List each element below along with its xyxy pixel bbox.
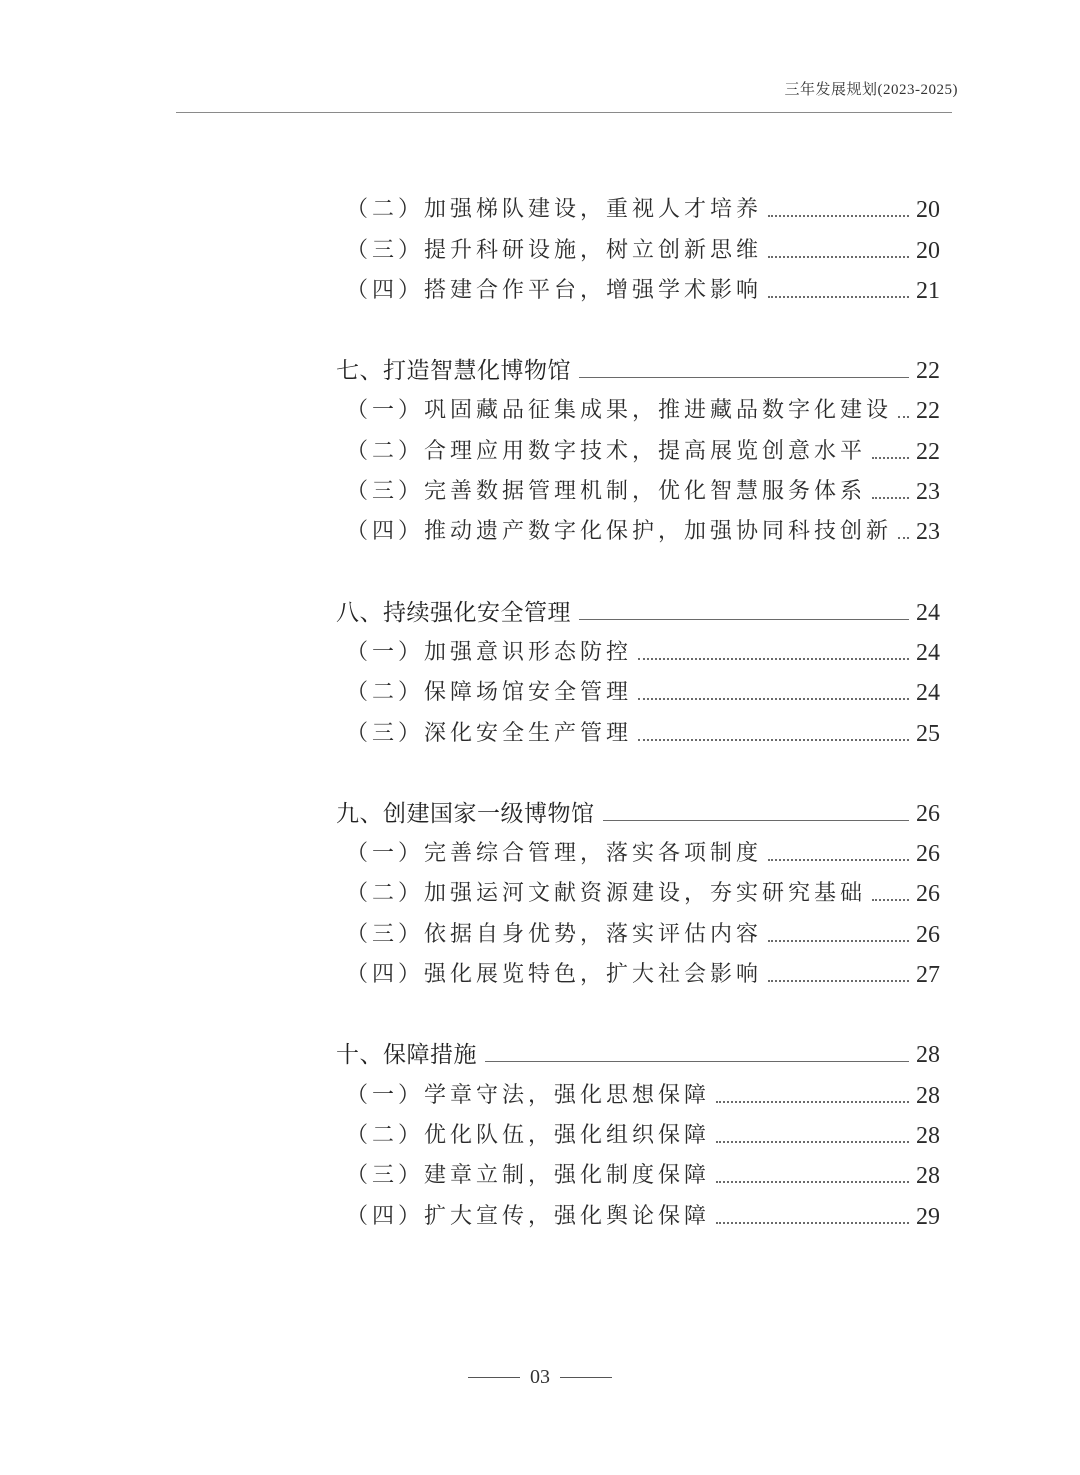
toc-leader — [638, 698, 909, 700]
toc-page-number: 26 — [916, 881, 940, 908]
toc-entry[interactable] — [336, 1196, 940, 1236]
toc-entry-label: （三）提升科研设施，树立创新思维 — [346, 237, 763, 263]
toc-leader — [768, 256, 909, 258]
toc-entry[interactable] — [336, 472, 940, 512]
footer-rule-right — [560, 1377, 612, 1378]
toc-entry[interactable] — [336, 391, 940, 431]
toc-entry-label: （二）加强运河文献资源建设，夯实研究基础 — [346, 881, 867, 907]
toc-entry[interactable] — [336, 271, 940, 311]
toc-heading[interactable] — [336, 1035, 940, 1075]
toc-entry-label: （一）完善综合管理，落实各项制度 — [346, 841, 763, 867]
toc-entry-label: （四）强化展览特色，扩大社会影响 — [346, 962, 763, 988]
toc-entry[interactable] — [336, 713, 940, 753]
toc-page-number: 28 — [916, 1082, 940, 1109]
toc-page-number: 22 — [916, 358, 940, 385]
toc-page-number: 28 — [916, 1163, 940, 1190]
toc-section — [336, 794, 940, 995]
toc-entry-label: （四）搭建合作平台，增强学术影响 — [346, 277, 763, 303]
toc-entry[interactable] — [336, 1116, 940, 1156]
toc-leader — [768, 940, 909, 942]
toc-page-number: 26 — [916, 800, 940, 827]
toc-leader — [638, 739, 909, 741]
toc-leader — [768, 215, 909, 217]
toc-page-number: 23 — [916, 519, 940, 546]
toc-heading-label: 七、打造智慧化博物馆 — [336, 358, 571, 385]
toc-entry[interactable] — [336, 230, 940, 270]
toc-leader — [579, 377, 909, 378]
toc-entry-label: （一）巩固藏品征集成果，推进藏品数字化建设 — [346, 398, 893, 424]
toc-entry-label: （三）深化安全生产管理 — [346, 720, 633, 746]
toc-leader — [872, 457, 909, 459]
toc-entry-label: （二）保障场馆安全管理 — [346, 680, 633, 706]
toc-leader — [872, 899, 909, 901]
toc-entry-label: （一）学章守法，强化思想保障 — [346, 1082, 711, 1108]
toc-leader — [898, 537, 909, 539]
toc-page-number: 25 — [916, 720, 940, 747]
toc-page-number: 21 — [916, 277, 940, 304]
toc-entry[interactable] — [336, 1156, 940, 1196]
toc-page-number: 22 — [916, 438, 940, 465]
toc-page-number: 28 — [916, 1122, 940, 1149]
toc-leader — [898, 416, 909, 418]
toc-entry[interactable] — [336, 834, 940, 874]
toc-entry-label: （二）优化队伍，强化组织保障 — [346, 1122, 711, 1148]
toc-page-number: 26 — [916, 841, 940, 868]
page-number: 03 — [530, 1366, 550, 1388]
toc-leader — [768, 859, 909, 861]
toc-heading-label: 九、创建国家一级博物馆 — [336, 800, 595, 827]
toc-leader — [716, 1181, 909, 1183]
toc-page-number: 24 — [916, 639, 940, 666]
toc-page-number: 26 — [916, 921, 940, 948]
page-footer — [0, 1366, 1080, 1389]
toc-heading[interactable] — [336, 592, 940, 632]
toc-entry-label: （三）建章立制，强化制度保障 — [346, 1163, 711, 1189]
toc-page-number: 22 — [916, 398, 940, 425]
toc-entry[interactable] — [336, 512, 940, 552]
toc-page-number: 23 — [916, 479, 940, 506]
toc-heading[interactable] — [336, 794, 940, 834]
toc-entry-label: （四）推动遗产数字化保护，加强协同科技创新 — [346, 519, 893, 545]
toc-entry-label: （二）合理应用数字技术，提高展览创意水平 — [346, 438, 867, 464]
toc-page-number: 24 — [916, 599, 940, 626]
toc-page-number: 24 — [916, 680, 940, 707]
toc-page-number: 29 — [916, 1203, 940, 1230]
toc-entry-label: （三）完善数据管理机制，优化智慧服务体系 — [346, 479, 867, 505]
toc-leader — [872, 497, 909, 499]
toc-heading-label: 八、持续强化安全管理 — [336, 599, 571, 626]
toc-section — [336, 351, 940, 552]
toc-page-number: 28 — [916, 1042, 940, 1069]
toc-entry[interactable] — [336, 190, 940, 230]
toc-entry[interactable] — [336, 673, 940, 713]
toc-entry-label: （四）扩大宣传，强化舆论保障 — [346, 1203, 711, 1229]
footer-rule-left — [468, 1377, 520, 1378]
header-rule — [176, 112, 952, 113]
toc-leader — [716, 1141, 909, 1143]
toc-leader — [768, 980, 909, 982]
header-years: (2023-2025) — [877, 82, 958, 98]
toc-entry[interactable] — [336, 874, 940, 914]
toc-leader — [716, 1222, 909, 1224]
toc-page-number: 20 — [916, 237, 940, 264]
header-title: 三年发展规划 — [784, 80, 878, 98]
toc-page-number: 27 — [916, 962, 940, 989]
toc-entry[interactable] — [336, 633, 940, 673]
toc-leader — [579, 619, 909, 620]
toc-leader — [768, 296, 909, 298]
table-of-contents — [336, 190, 940, 1277]
toc-leader — [485, 1061, 909, 1062]
toc-entry-label: （一）加强意识形态防控 — [346, 639, 633, 665]
toc-entry[interactable] — [336, 1075, 940, 1115]
toc-entry[interactable] — [336, 431, 940, 471]
toc-page-number: 20 — [916, 197, 940, 224]
toc-heading-label: 十、保障措施 — [336, 1042, 477, 1069]
running-header — [784, 78, 958, 99]
toc-leader — [603, 820, 910, 821]
toc-entry[interactable] — [336, 914, 940, 954]
toc-leader — [716, 1101, 909, 1103]
toc-entry-label: （三）依据自身优势，落实评估内容 — [346, 921, 763, 947]
toc-section — [336, 592, 940, 753]
toc-heading[interactable] — [336, 351, 940, 391]
toc-leader — [638, 658, 909, 660]
toc-entry[interactable] — [336, 955, 940, 995]
toc-section — [336, 190, 940, 311]
toc-entry-label: （二）加强梯队建设，重视人才培养 — [346, 197, 763, 223]
toc-section — [336, 1035, 940, 1236]
